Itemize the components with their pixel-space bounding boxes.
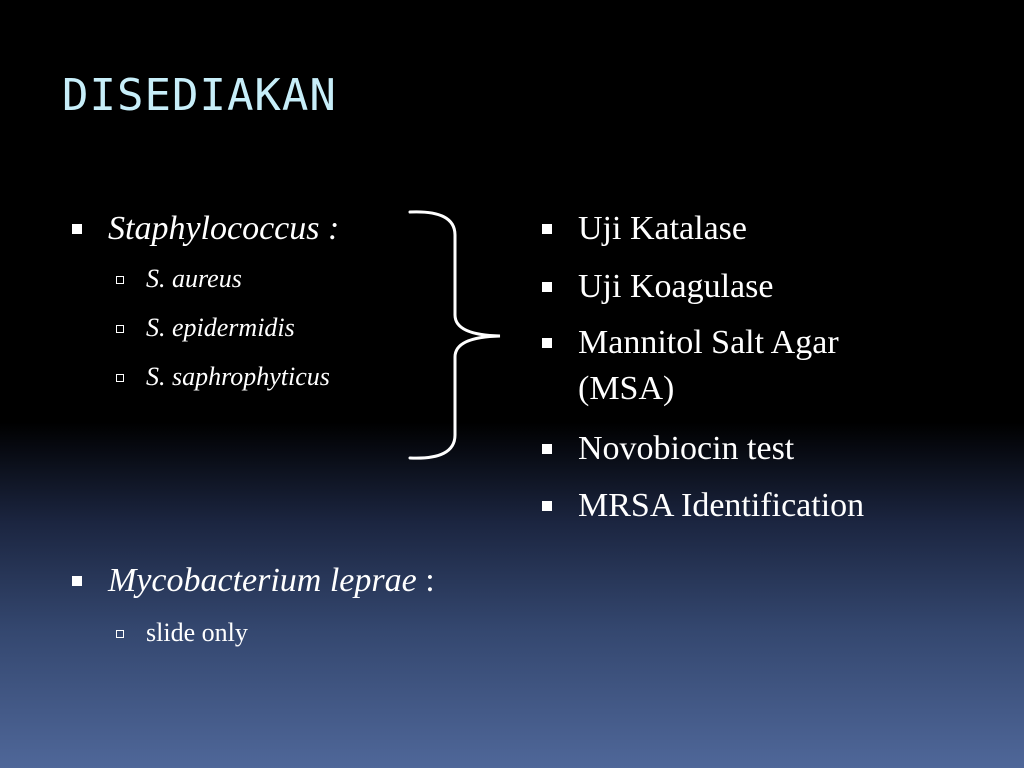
subitem-s-aureus xyxy=(146,264,242,294)
subitem-label: slide only xyxy=(146,618,248,647)
list-item-uji-koagulase xyxy=(578,268,773,306)
subitem-s-epidermidis xyxy=(146,313,295,343)
bullet-icon xyxy=(542,282,552,292)
list-item-label: Uji Katalase xyxy=(578,210,747,247)
list-item-msa xyxy=(578,320,938,412)
hollow-bullet-icon xyxy=(116,374,124,382)
bullet-icon xyxy=(72,224,82,234)
list-item-label: Mannitol Salt Agar (MSA) xyxy=(578,324,839,407)
group-staphylococcus-label: Staphylococcus : xyxy=(108,210,340,247)
list-item-mrsa xyxy=(578,487,864,525)
subitem-label: S. aureus xyxy=(146,264,242,293)
slide-title: DISEDIAKAN xyxy=(62,70,337,121)
list-item-label: MRSA Identification xyxy=(578,487,865,524)
group-mycobacterium-label: Mycobacterium leprae xyxy=(108,562,417,599)
hollow-bullet-icon xyxy=(116,325,124,333)
bullet-icon xyxy=(542,338,552,348)
bullet-icon xyxy=(542,444,552,454)
subitem-slide-only xyxy=(146,618,248,648)
group-staphylococcus xyxy=(108,210,339,248)
list-item-uji-katalase xyxy=(578,210,747,248)
list-item-label: Uji Koagulase xyxy=(578,268,774,305)
group-mycobacterium-suffix: : xyxy=(416,562,435,599)
subitem-label: S. saphrophyticus xyxy=(146,362,330,391)
list-item-novobiocin xyxy=(578,430,794,468)
hollow-bullet-icon xyxy=(116,630,124,638)
group-mycobacterium xyxy=(108,562,435,600)
bullet-icon xyxy=(72,576,82,586)
right-curly-brace-icon xyxy=(400,200,520,470)
list-item-label: Novobiocin test xyxy=(578,430,795,467)
hollow-bullet-icon xyxy=(116,276,124,284)
subitem-s-saphrophyticus xyxy=(146,362,330,392)
subitem-label: S. epidermidis xyxy=(146,313,295,342)
bullet-icon xyxy=(542,224,552,234)
bullet-icon xyxy=(542,501,552,511)
